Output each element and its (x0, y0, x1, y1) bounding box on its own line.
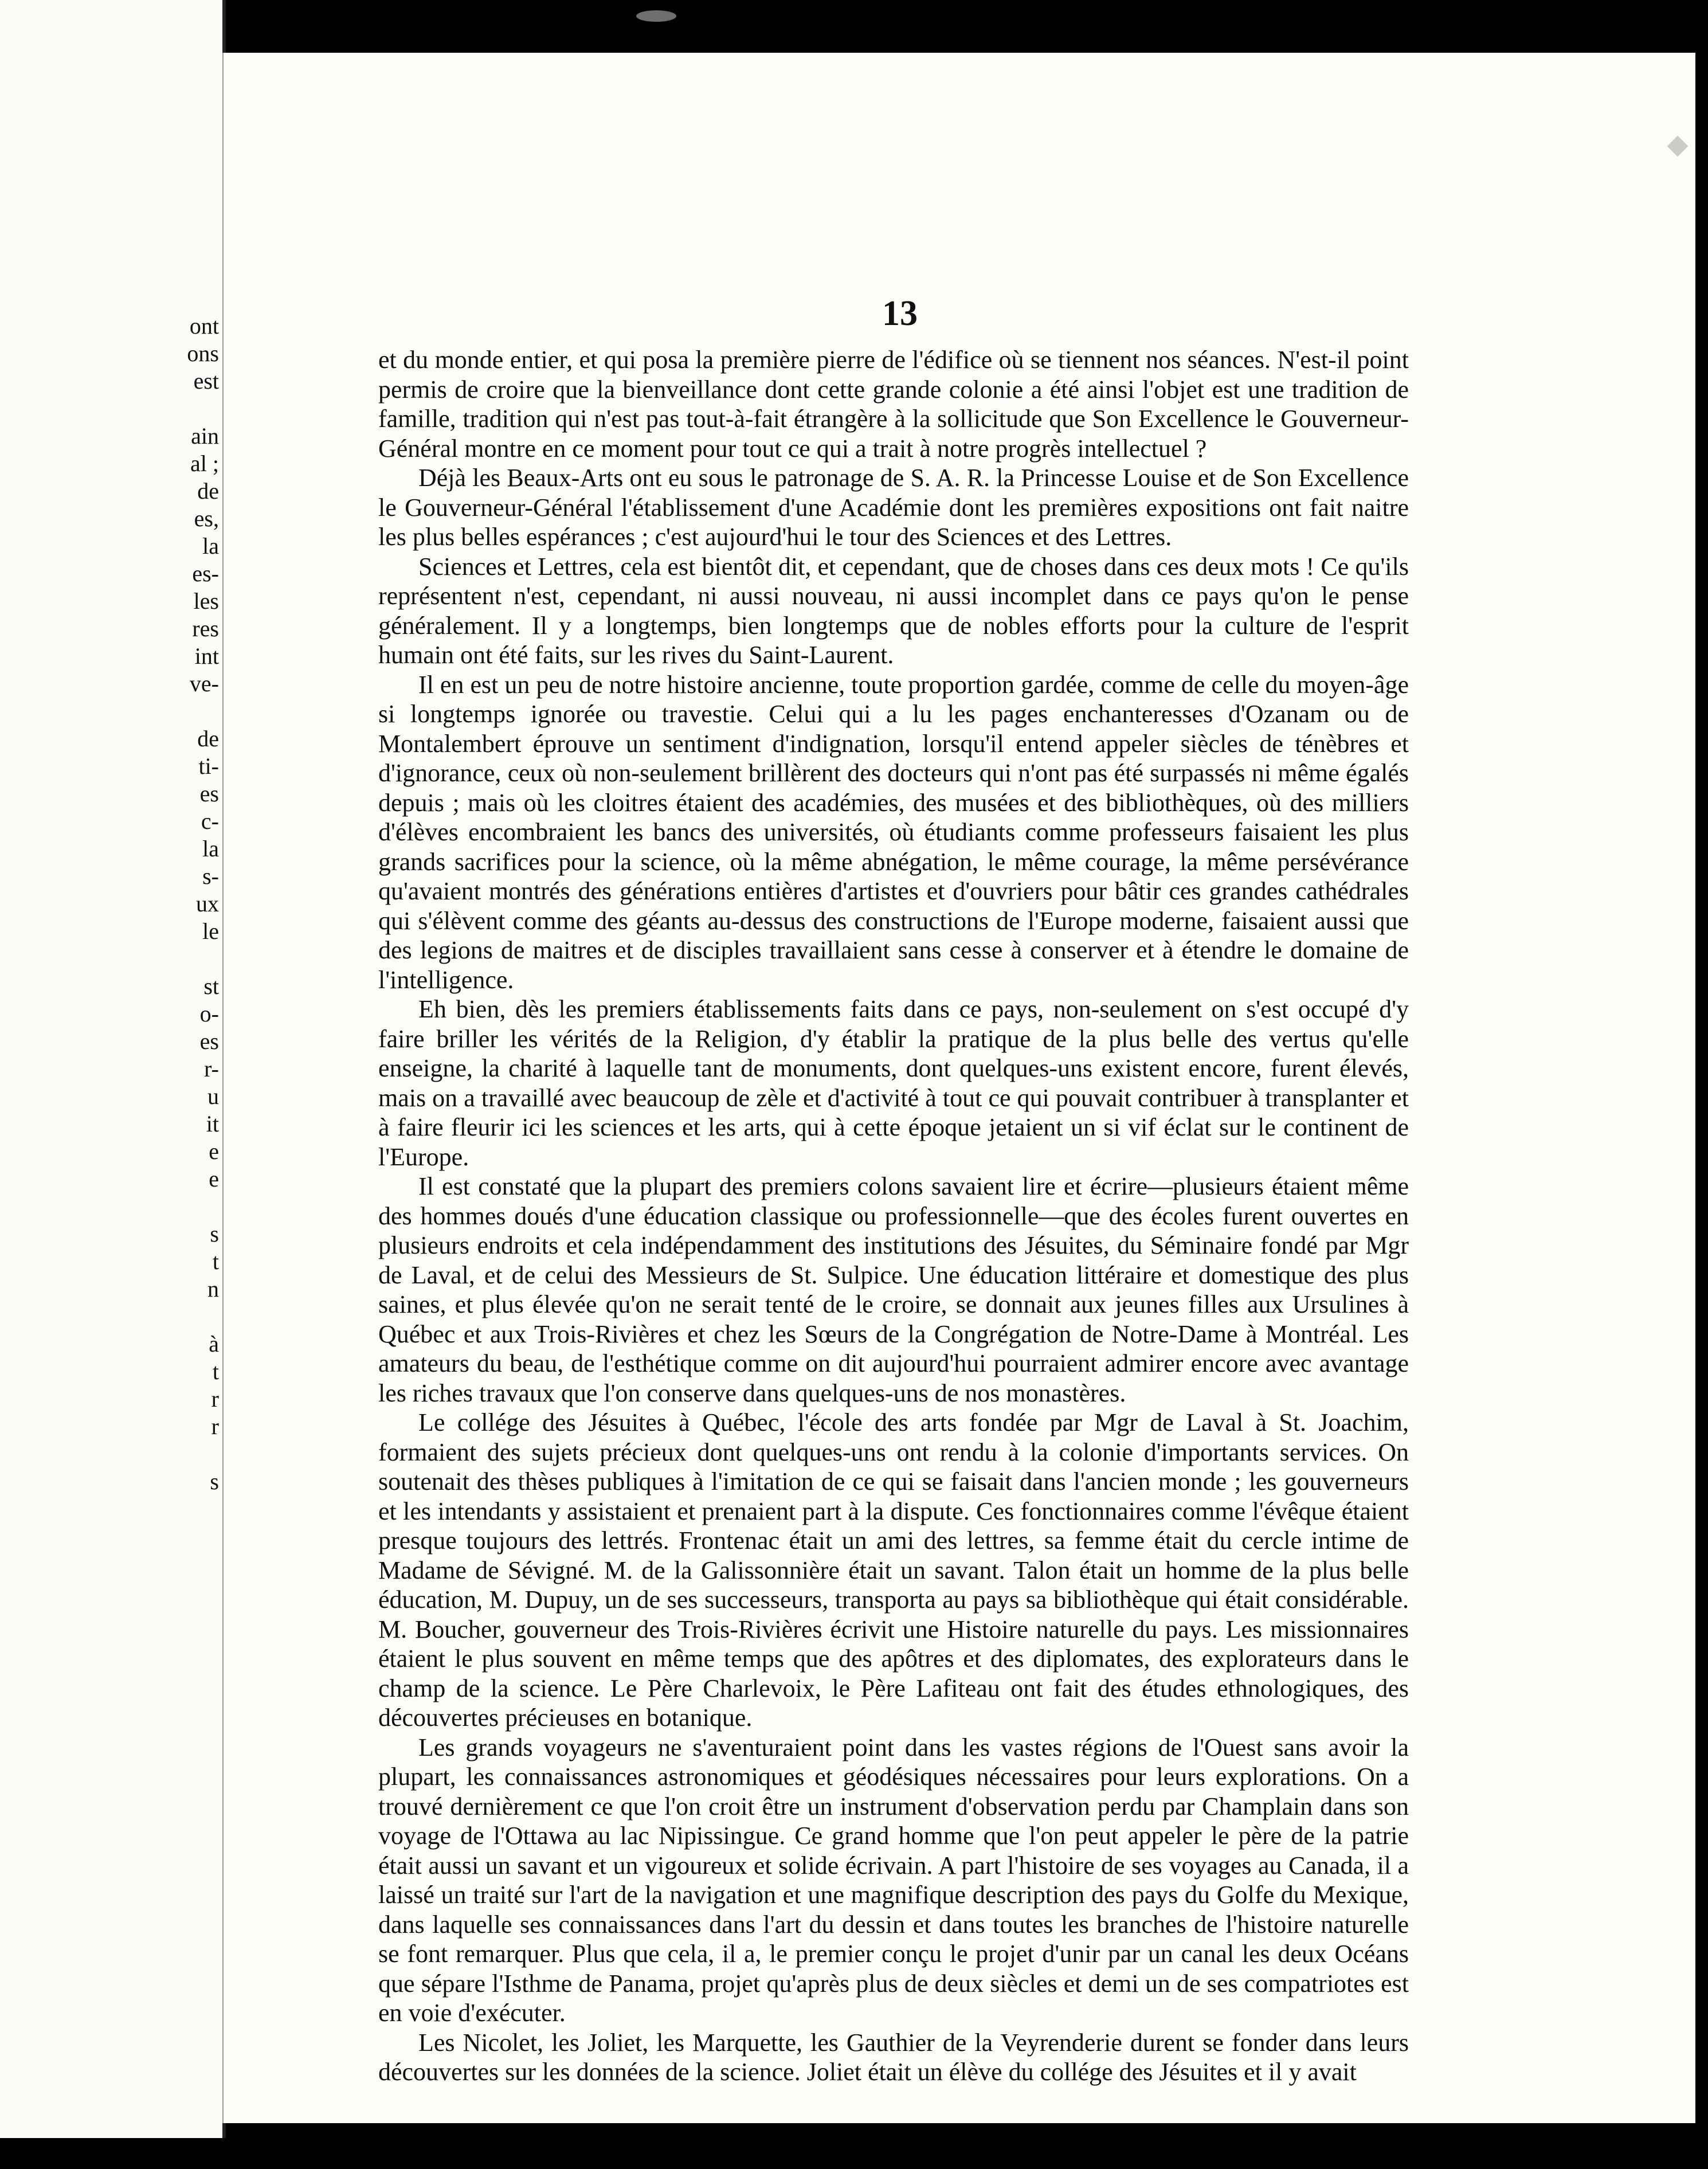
paragraph-2: Déjà les Beaux-Arts ont eu sous le patronage de S. A. R. la Princesse Louise et de Son Excellence le Gouverneur-Général l'établissement d'une Académie dont les premières expositions ont fait naitre les plus belles espérances ; c'est aujourd'hui le tour des Sciences et des Lettres. (378, 464, 1409, 551)
left-margin-fragment (150, 395, 219, 422)
left-margin-fragment: le (202, 918, 219, 944)
left-margin-fragment (150, 698, 219, 725)
left-margin-fragment: res (192, 616, 219, 641)
corner-artifact (1667, 136, 1689, 157)
paragraph-6: Il est constaté que la plupart des premiers colons savaient lire et écrire—plusieurs étaient même des hommes doués d'une éducation classique ou professionnelle—que des écoles furent ouvertes en plusieurs endroits et cela indépendamment des institutions des Jésuites, du Séminaire fondé par Mgr de Laval, et de celui des Messieurs de St. Sulpice. Une éducation littéraire et domestique des plus saines, et plus élevée qu'on ne serait tenté de le croire, se donnait aux jeunes filles aux Ursulines à Québec et aux Trois-Rivières et chez les Sœurs de la Congrégation de Notre-Dame à Montréal. Les amateurs du beau, de l'esthétique comme on dit aujourd'hui pourraient admirer encore avec avantage les riches travaux que l'on conserve dans quelques-uns de nos monastères. (378, 1172, 1409, 1407)
left-margin-fragment: st (203, 973, 219, 999)
right-page (222, 53, 1695, 2123)
left-margin-fragment: r (211, 1414, 219, 1439)
paragraph-8: Les grands voyageurs ne s'aventuraient point dans les vastes régions de l'Ouest sans avoir la plupart, les connaissances astronomiques et géodésiques nécessaires pour leurs explorations. On a trouvé dernièrement ce que l'on croit être un instrument d'observation perdu par Champlain dans son voyage de l'Ottawa au lac Nipissingue. Ce grand homme que l'on peut appeler le père de la patrie était aussi un savant et un vigoureux et solide écrivain. A part l'histoire de ses voyages au Canada, il a laissé un traité sur l'art de la navigation et une magnifique description des pays du Golfe du Mexique, dans laquelle ses connaissances dans l'art du dessin et dans toutes les branches de l'histoire naturelle se font remarquer. Plus que cela, il a, le premier conçu le projet d'unir par un canal les deux Océans que sépare l'Isthme de Panama, projet qu'après plus de deux siècles et demi un de ses compatriotes est en voie d'exécuter. (378, 1733, 1409, 2027)
left-margin-fragment (150, 1495, 219, 1523)
left-margin-fragment: ont (189, 313, 219, 339)
left-margin-fragment: e (209, 1166, 219, 1192)
left-margin-fragment: ons (187, 340, 219, 366)
left-margin-fragment: ve- (189, 671, 219, 696)
paragraph-1: et du monde entier, et qui posa la première pierre de l'édifice où se tiennent nos séances. N'est-il point permis de croire que la bienveillance dont cette grande colonie a été ainsi l'objet est une tradition de famille, tradition qui n'est pas tout-à-fait étrangère à la sollicitude que Son Excellence le Gouverneur-Général montre en ce moment pour tout ce qui a trait à notre progrès intellectuel ? (378, 346, 1409, 463)
left-margin-fragment: al ; (190, 451, 219, 476)
left-margin-fragment: s (210, 1221, 219, 1247)
left-page (0, 0, 226, 2138)
left-margin-fragment (150, 1303, 219, 1330)
left-margin-fragment: ux (196, 891, 219, 917)
left-margin-fragment: r (211, 1386, 219, 1412)
left-margin-fragment: es (199, 781, 219, 806)
left-margin-fragment: à (209, 1331, 219, 1357)
left-margin-fragment: es (199, 1028, 219, 1054)
left-margin-fragment: de (197, 478, 219, 504)
left-margin-fragment: s (210, 1469, 219, 1494)
left-page-margin-text (150, 312, 222, 1578)
left-margin-fragment (150, 1523, 219, 1551)
left-margin-fragment: it (206, 1111, 219, 1137)
left-margin-fragment: es- (192, 561, 219, 586)
left-margin-fragment: t (212, 1358, 219, 1384)
left-margin-fragment (150, 945, 219, 973)
left-margin-fragment: int (194, 643, 219, 669)
left-margin-fragment: s- (202, 863, 219, 889)
paragraph-4: Il en est un peu de notre histoire ancienne, toute proportion gardée, comme de celle du moyen-âge si longtemps ignorée ou travestie. Celui qui a lu les pages enchanteresses d'Ozanam ou de Montalembert éprouve un sentiment d'indignation, lorsqu'il entend appeler siècles de ténèbres et d'ignorance, ceux où non-seulement brillèrent des docteurs qui n'ont pas été surpassés ni même égalés depuis ; mais où les cloitres étaient des académies, des musées et des bibliothèques, où des milliers d'élèves encombraient les bancs des universités, où étudiants comme professeurs faisaient les plus grands sacrifices pour la science, où la même abnégation, le même courage, la même persévérance qu'avaient montrés des générations entières d'artistes et d'ouvriers pour bâtir ces grandes cathédrales qui s'élèvent comme des géants au-dessus des constructions de l'Europe moderne, faisaient aussi que des legions de maitres et de disciples travaillaient sans cesse à conserver et à étendre le domaine de l'intelligence. (378, 670, 1409, 994)
paragraph-7: Le collége des Jésuites à Québec, l'école des arts fondée par Mgr de Laval à St. Joachim, formaient des sujets précieux dont quelques-uns ont rendu à la colonie d'importants services. On soutenait des thèses publiques à l'imitation de ce qui se faisait dans l'ancien monde ; les gouverneurs et les intendants y assistaient et prenaient part à la dispute. Ces fonctionnaires comme l'évêque étaient presque toujours des lettrés. Frontenac était un ami des lettres, sa femme était du cercle intime de Madame de Sévigné. M. de la Galissonnière était un savant. Talon était un homme de la plus belle éducation, M. Dupuy, un de ses successeurs, transporta au pays sa bibliothèque qui était considérable. M. Boucher, gouverneur des Trois-Rivières écrivit une Histoire naturelle du pays. Les missionnaires étaient le plus souvent en même temps que des apôtres et des diplomates, des explorateurs dans le champ de la science. Le Père Charlevoix, le Père Lafiteau ont fait des études ethnologiques, des découvertes précieuses en botanique. (378, 1408, 1409, 1732)
paragraph-3: Sciences et Lettres, cela est bientôt dit, et cependant, que de choses dans ces deux mots ! Ce qu'ils représentent n'est, cependant, ni aussi nouveau, ni aussi incomplet dans ce pays qu'on le pense généralement. Il y a longtemps, bien longtemps que de nobles efforts pour la culture de l'esprit humain ont été faits, sur les rives du Saint-Laurent. (378, 552, 1409, 669)
left-margin-fragment: es, (194, 506, 219, 531)
left-margin-fragment: ti- (198, 753, 219, 779)
left-margin-fragment (150, 1193, 219, 1220)
left-margin-fragment: la (202, 533, 219, 559)
left-margin-fragment: e (209, 1138, 219, 1164)
left-margin-fragment: les (193, 588, 219, 614)
left-margin-fragment: c- (201, 808, 219, 834)
left-margin-fragment: est (193, 368, 219, 394)
left-margin-fragment: n (207, 1276, 219, 1302)
left-margin-fragment: la (202, 836, 219, 862)
left-margin-fragment: r- (204, 1056, 219, 1082)
left-margin-fragment: de (197, 726, 219, 751)
paragraph-9: Les Nicolet, les Joliet, les Marquette, les Gauthier de la Veyrenderie durent se fonder dans leurs découvertes sur les données de la science. Joliet était un élève du collége des Jésuites et il y avait (378, 2028, 1409, 2086)
left-margin-fragment (150, 1440, 219, 1468)
paragraph-5: Eh bien, dès les premiers établissements faits dans ce pays, non-seulement on s'est occupé d'y faire briller les vérités de la Religion, d'y établir la pratique de la plus belle des vertus qu'elle enseigne, la charité à laquelle tant de monuments, dont quelques-uns existent encore, furent élevés, mais on a travaillé avec beaucoup de zèle et d'activité à tout ce qui pouvait contribuer à transplanter et à faire fleurir ici les sciences et les arts, qui à cette époque jetaient un si vif éclat sur le continent de l'Europe. (378, 995, 1409, 1171)
body-text (378, 345, 1409, 2087)
left-margin-fragment: o- (199, 1001, 219, 1027)
left-margin-fragment: t (212, 1248, 219, 1274)
left-margin-fragment: u (207, 1083, 219, 1109)
left-margin-fragment: ain (191, 423, 219, 449)
scan-artifact (636, 10, 676, 22)
page-number: 13 (882, 294, 918, 333)
left-margin-fragment (150, 1551, 219, 1578)
